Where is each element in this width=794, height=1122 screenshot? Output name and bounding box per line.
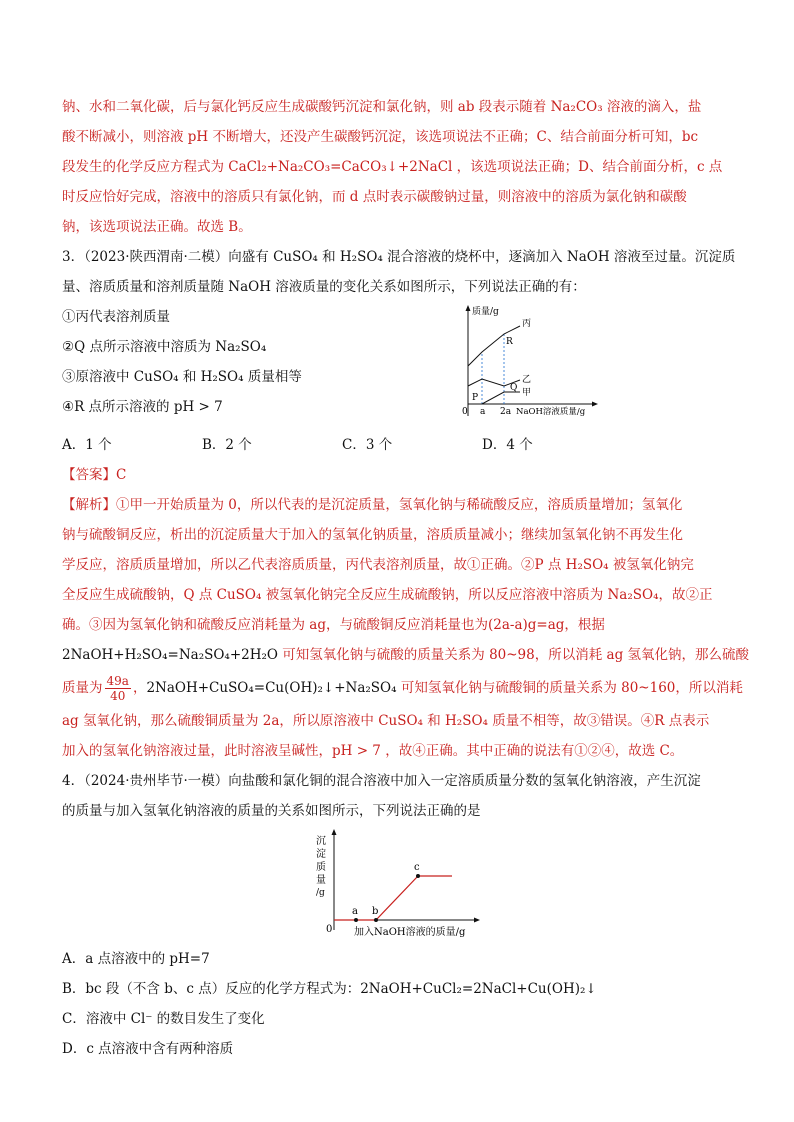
previous-analysis xyxy=(62,92,742,242)
question-stem: 量、溶质质量和溶剂质量随 NaOH 溶液质量的变化关系如图所示，下列说法正确的有： xyxy=(62,279,586,295)
analysis-line: 钠、水和二氧化碳，后与氯化钙反应生成碳酸钙沉淀和氯化钠，则 ab 段表示随着 Na₂CO₃ 溶液的滴入，盐 xyxy=(62,99,702,115)
question-stem: 的质量与加入氢氧化钠溶液的质量的关系如图所示，下列说法正确的是 xyxy=(62,803,481,819)
analysis-line xyxy=(62,670,742,706)
point-label-r: R xyxy=(506,337,513,347)
series-label-yi: 乙 xyxy=(522,375,532,385)
q3-items-and-chart xyxy=(62,302,742,430)
analysis-text: 质量为 xyxy=(62,680,103,696)
analysis-text: ， xyxy=(132,680,147,696)
analysis-line: 全反应生成硫酸钠，Q 点 CuSO₄ 被氢氧化钠完全反应生成硫酸钠，所以反应溶液中溶质为 Na₂SO₄，故②正 xyxy=(62,587,713,603)
option-d: D．c 点溶液中含有两种溶质 xyxy=(62,1041,234,1057)
analysis-text: 可知氢氧化钠与硫酸铜的质量关系为 80~160，所以消耗 xyxy=(396,680,743,696)
analysis-line: 时反应恰好完成，溶液中的溶质只有氯化钠，而 d 点时表示碳酸钠过量，则溶液中的溶质为氯化钠和碳酸 xyxy=(62,189,687,205)
analysis-line: 学反应，溶质质量增加，所以乙代表溶质质量，丙代表溶剂质量，故①正确。②P 点 H₂SO₄ 被氢氧化钠完 xyxy=(62,557,694,573)
x-axis-label: NaOH溶液质量/g xyxy=(516,407,586,417)
option-d: D．4 个 xyxy=(482,437,533,453)
option-row xyxy=(62,430,742,460)
question-4 xyxy=(62,766,742,1064)
fraction-numerator: 49a xyxy=(106,674,129,688)
statement-item: ①丙代表溶剂质量 xyxy=(62,309,170,325)
x-axis-arrow xyxy=(592,402,598,407)
q4-chart-wrap xyxy=(62,826,742,944)
y-axis-label: /g xyxy=(316,888,325,898)
analysis-text: 可知氢氧化钠与硫酸的质量关系为 80~98，所以消耗 ag 氢氧化钠，那么硫酸 xyxy=(277,647,750,663)
y-axis-label: 量 xyxy=(316,875,326,886)
question-3 xyxy=(62,242,750,766)
y-axis-label: 淀 xyxy=(316,849,326,860)
option-b: B．2 个 xyxy=(202,437,252,453)
option-c: C．3 个 xyxy=(342,437,393,453)
analysis-line: 确。③因为氢氧化钠和硫酸反应消耗量为 ag，与硫酸铜反应消耗量也为(2a-a)g=ag，根据 xyxy=(62,617,605,633)
option-c: C．溶液中 Cl⁻ 的数目发生了变化 xyxy=(62,1011,265,1027)
statement-item: ②Q 点所示溶液中溶质为 Na₂SO₄ xyxy=(62,339,267,355)
option-b: B．bc 段（不含 b、c 点）反应的化学方程式为：2NaOH+CuCl₂=2NaCl+Cu(OH)₂↓ xyxy=(62,981,597,997)
y-axis-arrow xyxy=(332,829,337,835)
equation: 2NaOH+CuSO₄=Cu(OH)₂↓+Na₂SO₄ xyxy=(146,680,397,696)
point-label-p: P xyxy=(472,393,479,403)
x-axis-arrow xyxy=(474,918,480,923)
origin-label: 0 xyxy=(462,407,468,417)
point-label-q: Q xyxy=(510,383,518,393)
point-label-b: b xyxy=(372,906,379,917)
question-stem: 4．（2024·贵州毕节·一模）向盐酸和氯化铜的混合溶液中加入一定溶质质量分数的氢氧化钠溶液，产生沉淀 xyxy=(62,773,701,789)
series-label-bing: 丙 xyxy=(522,319,532,329)
point-label-a: a xyxy=(352,906,358,917)
origin-label: 0 xyxy=(326,924,333,935)
analysis xyxy=(62,490,750,766)
q4-precipitate-chart xyxy=(312,828,482,942)
page-content xyxy=(62,92,750,1064)
tick-label: a xyxy=(480,407,486,417)
q3-mass-chart xyxy=(460,304,600,422)
point-c xyxy=(416,874,420,878)
precipitate-rise xyxy=(376,876,418,920)
analysis-line: 钠与硫酸铜反应，析出的沉淀质量大于加入的氢氧化钠质量，溶质质量减小；继续加氢氧化钠不再发生化 xyxy=(62,527,683,543)
point-label-c: c xyxy=(414,862,420,873)
y-axis-label: 质 xyxy=(316,862,326,873)
analysis-line xyxy=(62,640,750,670)
answer-line: 【答案】C xyxy=(62,467,127,483)
analysis-line: 酸不断减小，则溶液 pH 不断增大，还没产生碳酸钙沉淀，该选项说法不正确；C、结合前面分析可知，bc xyxy=(62,129,699,145)
statement-item: ③原溶液中 CuSO₄ 和 H₂SO₄ 质量相等 xyxy=(62,369,302,385)
analysis-line: 加入的氢氧化钠溶液过量，此时溶液呈碱性，pH > 7 ，故④正确。其中正确的说法有①②④，故选 C。 xyxy=(62,743,684,759)
y-axis-label: 质量/g xyxy=(472,307,499,317)
analysis-label: 【解析】 xyxy=(62,497,116,513)
analysis-line: 段发生的化学反应方程式为 CaCl₂+Na₂CO₃=CaCO₃↓+2NaCl ，该选项说法正确；D、结合前面分析，c 点 xyxy=(62,159,723,175)
option-a: A．1 个 xyxy=(62,437,112,453)
analysis-line: ag 氢氧化钠，那么硫酸铜质量为 2a，所以原溶液中 CuSO₄ 和 H₂SO₄ 质量不相等，故③错误。④R 点表示 xyxy=(62,713,710,729)
analysis-line: 钠，该选项说法正确。故选 B。 xyxy=(62,219,252,235)
point-a xyxy=(354,918,358,922)
x-axis-label: 加入NaOH溶液的质量/g xyxy=(354,927,466,938)
fraction xyxy=(105,674,131,703)
statement-list xyxy=(62,302,302,422)
fraction-denominator: 40 xyxy=(110,689,126,703)
series-label-jia: 甲 xyxy=(522,388,532,398)
analysis-text: ①甲一开始质量为 0，所以代表的是沉淀质量，氢氧化钠与稀硫酸反应，溶质质量增加；氢氧化 xyxy=(116,497,683,513)
equation: 2NaOH+H₂SO₄=Na₂SO₄+2H₂O xyxy=(62,647,278,663)
statement-item: ④R 点所示溶液的 pH > 7 xyxy=(62,399,223,415)
tick-label: 2a xyxy=(500,407,512,417)
point-b xyxy=(374,918,378,922)
analysis-line xyxy=(62,490,742,520)
y-axis-arrow xyxy=(466,305,471,311)
y-axis-label: 沉 xyxy=(316,836,326,847)
option-a: A．a 点溶液中的 pH=7 xyxy=(62,951,210,967)
question-stem: 3．（2023·陕西渭南·二模）向盛有 CuSO₄ 和 H₂SO₄ 混合溶液的烧杯中，逐滴加入 NaOH 溶液至过量。沉淀质 xyxy=(62,249,736,265)
